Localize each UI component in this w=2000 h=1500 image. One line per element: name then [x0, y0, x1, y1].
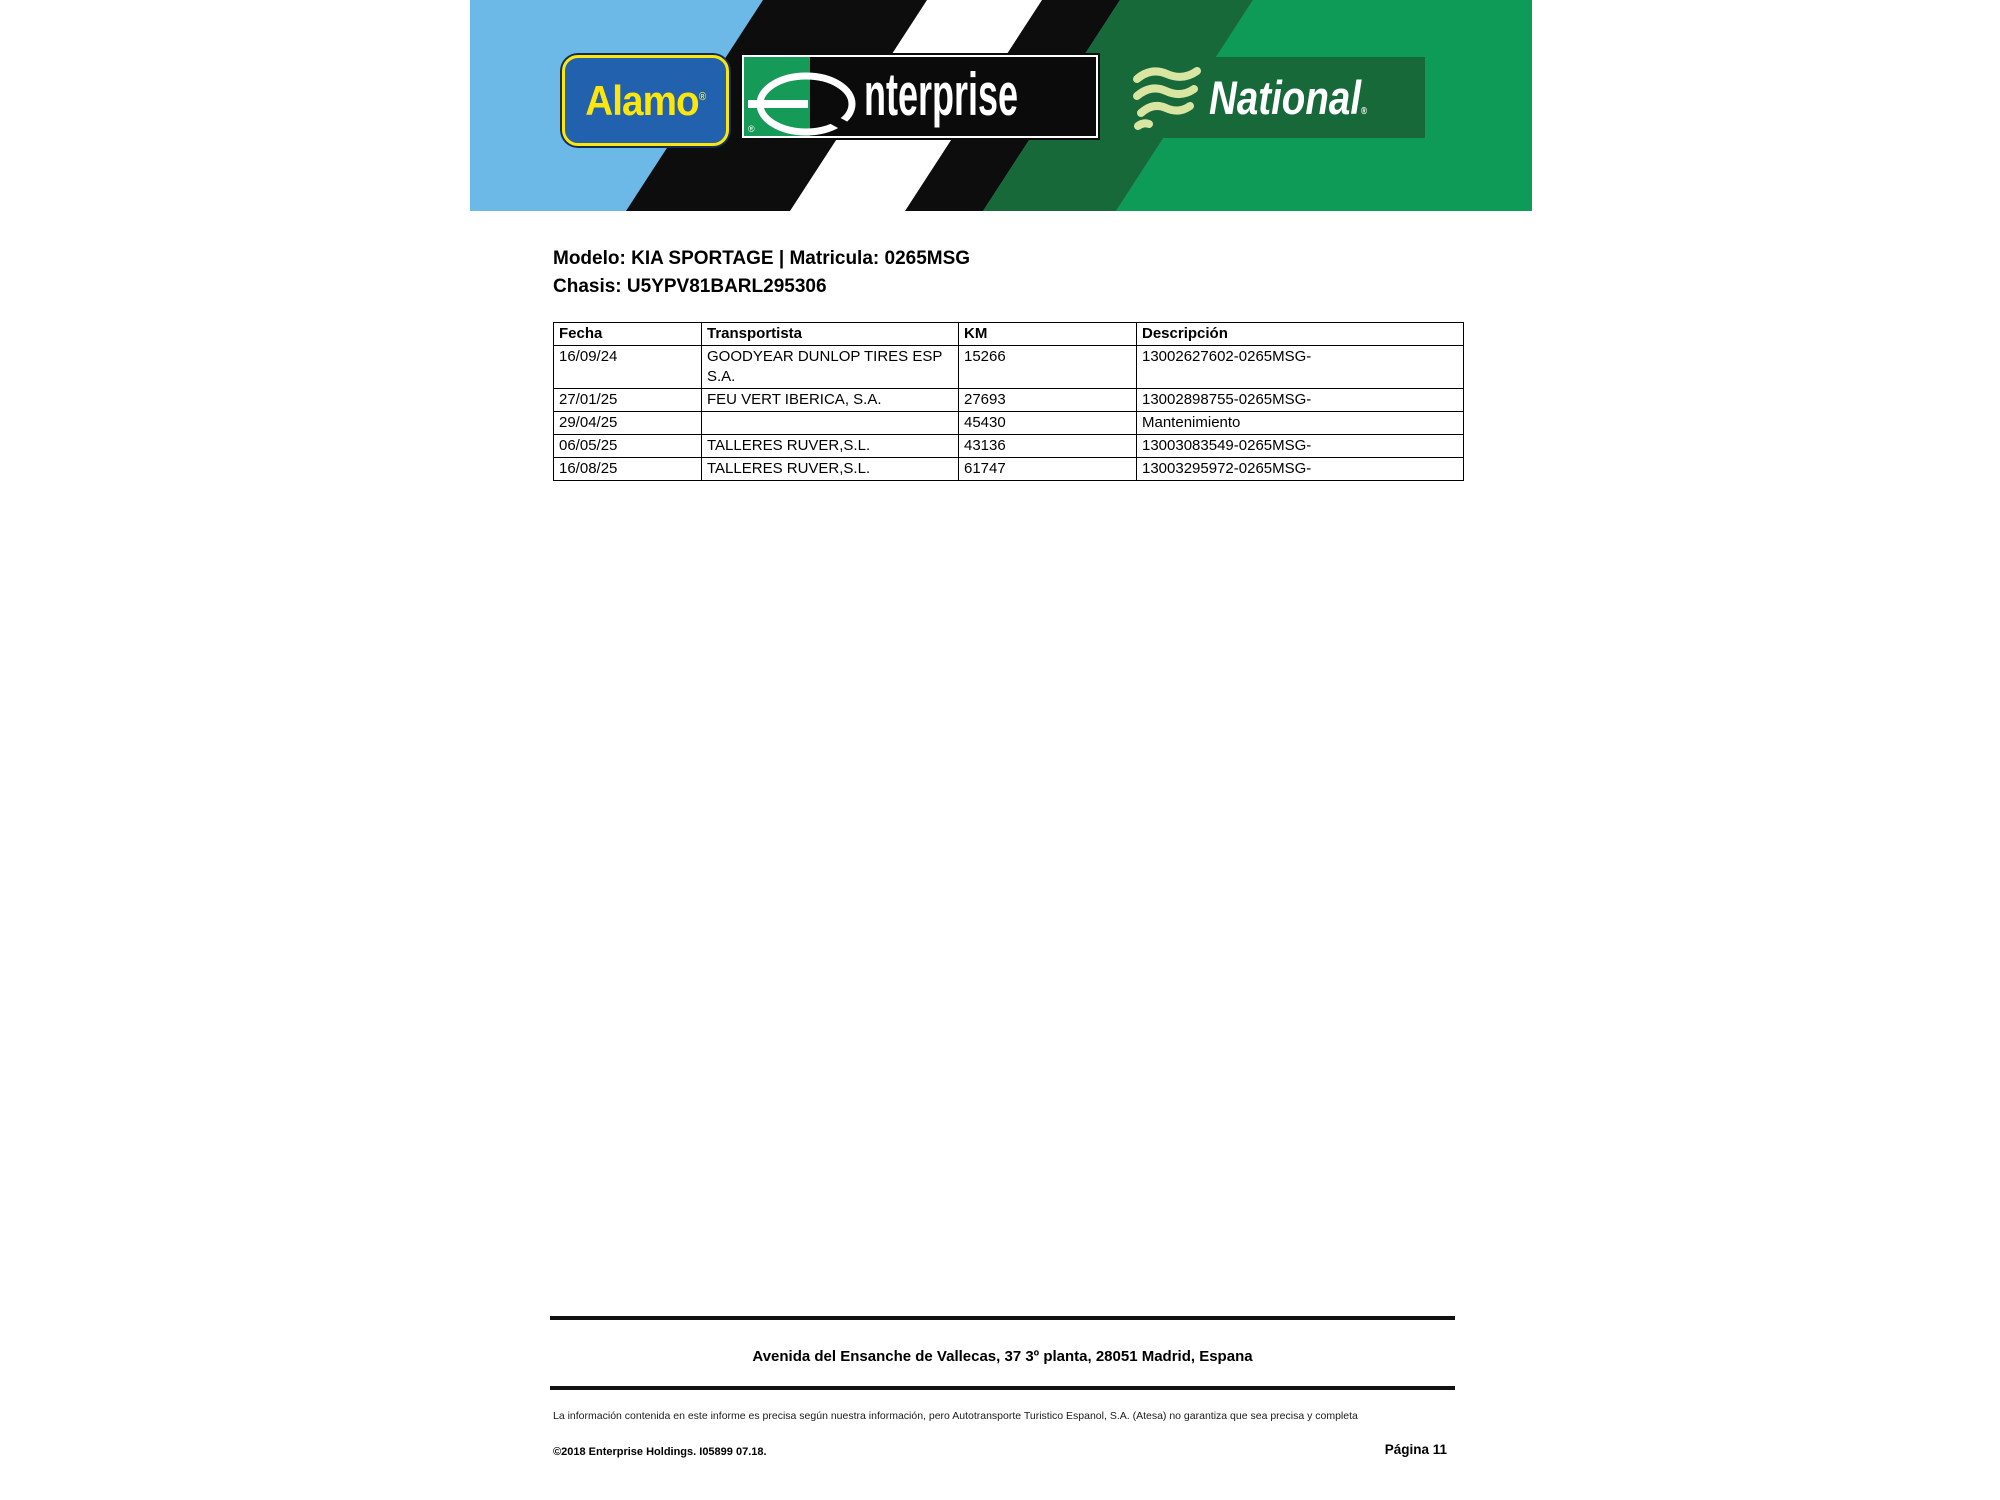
enterprise-logo — [742, 55, 1098, 138]
alamo-logo — [562, 55, 729, 146]
col-header-km: KM — [959, 323, 1137, 346]
table-row — [554, 412, 1464, 435]
national-waves-icon — [1131, 63, 1205, 133]
vehicle-model-line: Modelo: KIA SPORTAGE | Matricula: 0265MSG — [553, 248, 971, 269]
national-registered-mark: ® — [1361, 106, 1368, 117]
cell-transportista: GOODYEAR DUNLOP TIRES ESP S.A. — [702, 346, 959, 389]
col-header-transportista: Transportista — [702, 323, 959, 346]
national-logo — [1115, 57, 1425, 138]
cell-descripcion: Mantenimiento — [1137, 412, 1464, 435]
col-header-fecha: Fecha — [554, 323, 702, 346]
alamo-registered-mark: ® — [698, 90, 706, 103]
brand-banner — [470, 0, 1532, 211]
cell-km: 61747 — [959, 458, 1137, 481]
maintenance-table — [553, 322, 1464, 481]
cell-km: 45430 — [959, 412, 1137, 435]
col-header-descripcion: Descripción — [1137, 323, 1464, 346]
cell-km: 43136 — [959, 435, 1137, 458]
cell-transportista: FEU VERT IBERICA, S.A. — [702, 389, 959, 412]
table-row — [554, 458, 1464, 481]
divider-line-bottom — [550, 1386, 1455, 1390]
cell-fecha: 16/08/25 — [554, 458, 702, 481]
enterprise-registered-mark: ® — [748, 124, 755, 134]
cell-transportista: TALLERES RUVER,S.L. — [702, 435, 959, 458]
table-row — [554, 346, 1464, 389]
alamo-wordmark: Alamo® — [585, 76, 706, 124]
vehicle-info — [553, 245, 1253, 301]
divider-line-top — [550, 1316, 1455, 1320]
cell-fecha: 06/05/25 — [554, 435, 702, 458]
cell-transportista: TALLERES RUVER,S.L. — [702, 458, 959, 481]
cell-fecha: 16/09/24 — [554, 346, 702, 389]
cell-fecha: 27/01/25 — [554, 389, 702, 412]
footer-copyright: ©2018 Enterprise Holdings. I05899 07.18. — [553, 1446, 767, 1458]
cell-transportista — [702, 412, 959, 435]
enterprise-wordmark: nterprise — [864, 61, 1019, 128]
cell-descripcion: 13003295972-0265MSG- — [1137, 458, 1464, 481]
cell-descripcion: 13003083549-0265MSG- — [1137, 435, 1464, 458]
table-row — [554, 389, 1464, 412]
cell-km: 27693 — [959, 389, 1137, 412]
vehicle-chassis-line: Chasis: U5YPV81BARL295306 — [553, 276, 827, 297]
footer-disclaimer: La información contenida en este informe es precisa según nuestra información, pero Autotransporte Turistico Espanol, S.A. (Atesa) no garantiza que sea precisa y completa — [553, 1410, 1358, 1422]
page-number: Página 11 — [1384, 1442, 1447, 1457]
national-wordmark: National® — [1209, 71, 1368, 124]
cell-fecha: 29/04/25 — [554, 412, 702, 435]
cell-descripcion: 13002898755-0265MSG- — [1137, 389, 1464, 412]
table-row — [554, 435, 1464, 458]
footer-address: Avenida del Ensanche de Vallecas, 37 3º planta, 28051 Madrid, Espana — [752, 1348, 1253, 1365]
cell-km: 15266 — [959, 346, 1137, 389]
cell-descripcion: 13002627602-0265MSG- — [1137, 346, 1464, 389]
table-header-row — [554, 323, 1464, 346]
